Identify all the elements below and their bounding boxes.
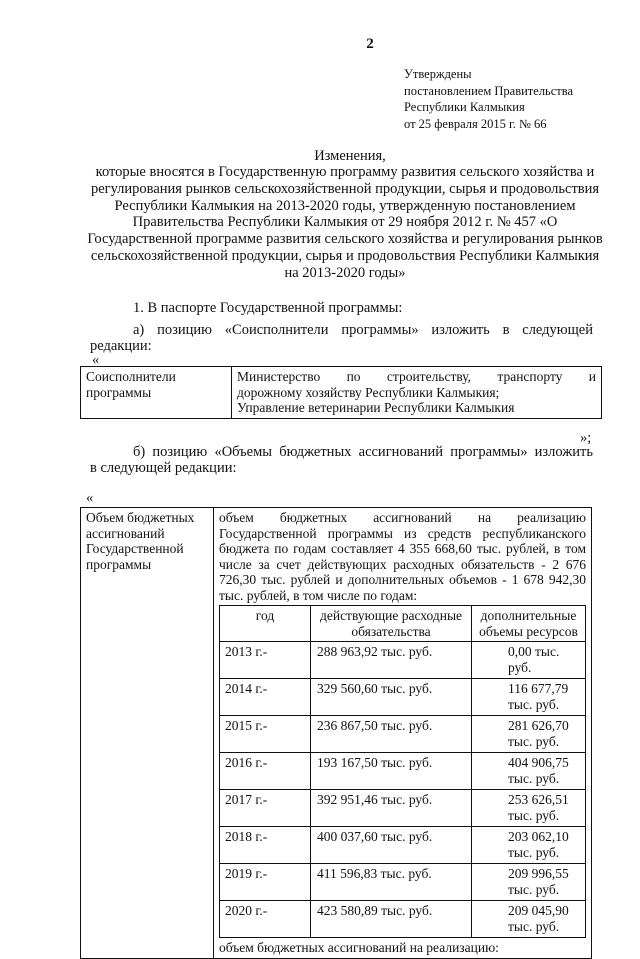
cell-current: 193 167,50 тыс. руб.	[311, 753, 472, 790]
table-row	[220, 716, 586, 753]
item-a-line1: а) позицию «Соисполнители программы» изложить в следующей	[133, 322, 593, 338]
table2-value	[214, 508, 592, 959]
cell-additional: 116 677,79 тыс. руб.	[472, 679, 586, 716]
item-b-line2: в следующей редакции:	[90, 460, 237, 476]
cell-additional: 404 906,75 тыс. руб.	[472, 753, 586, 790]
table1-line: Министерство по строительству, транспорту и	[237, 369, 596, 384]
cell-year: 2014 г.-	[220, 679, 311, 716]
quote-open-1: «	[92, 352, 100, 368]
table1-line: Управление ветеринарии Республики Калмыкия	[237, 400, 515, 415]
table-row	[220, 642, 586, 679]
table2-intro: объем бюджетных ассигнований на реализацию Государственной программы из средств республиканского бюджета по годам составляет 4 355 668,60 тыс. рублей, в том числе за счет действующих расходных обязательств - 2 676 726,30 тыс. рублей и дополнительных объемов - 1 678 942,30 тыс. рублей, в том числе по годам:	[219, 510, 586, 603]
cell-year: 2018 г.-	[220, 827, 311, 864]
table-budget	[80, 507, 592, 959]
item-b-line1: б) позицию «Объемы бюджетных ассигнований программы» изложить	[133, 444, 593, 460]
col-current-header: действующие расходные обязательства	[311, 606, 472, 642]
budget-years-table	[219, 605, 586, 938]
cell-current: 288 963,92 тыс. руб.	[311, 642, 472, 679]
cell-year: 2019 г.-	[220, 864, 311, 901]
item-a-line2: редакции:	[90, 338, 152, 354]
table-row	[220, 901, 586, 938]
col-year-header: год	[220, 606, 311, 642]
cell-year: 2020 г.-	[220, 901, 311, 938]
table-row	[220, 864, 586, 901]
table-row	[220, 827, 586, 864]
approval-line: Республики Калмыкия	[404, 100, 525, 114]
table1-value	[232, 367, 602, 419]
cell-year: 2017 г.-	[220, 790, 311, 827]
cell-year: 2015 г.-	[220, 716, 311, 753]
cell-additional: 253 626,51 тыс. руб.	[472, 790, 586, 827]
cell-additional: 203 062,10 тыс. руб.	[472, 827, 586, 864]
page-number: 2	[366, 36, 374, 52]
cell-current: 423 580,89 тыс. руб.	[311, 901, 472, 938]
cell-additional: 0,00 тыс. руб.	[472, 642, 586, 679]
years-header-row	[220, 606, 586, 642]
document-title: которые вносятся в Государственную программу развития сельского хозяйства и регулирования рынков сельскохозяйственной продукции, сырья и продовольствия Республики Калмыкия на 2013-2020 годы, утвержденную постановлением Правительства Республики Калмыкия от 29 ноября 2012 г. № 457 «О Государственной программе развития сельского хозяйства и регулирования рынков сельскохозяйственной продукции, сырья и продовольствия Республики Калмыкия на 2013-2020 годы»	[87, 164, 603, 281]
approval-line: от 25 февраля 2015 г. № 66	[404, 116, 547, 131]
cell-additional: 209 996,55 тыс. руб.	[472, 864, 586, 901]
table1-label: Соисполнители программы	[81, 367, 232, 419]
col-additional-header: дополнительные объемы ресурсов	[472, 606, 586, 642]
cell-additional: 209 045,90 тыс. руб.	[472, 901, 586, 938]
cell-additional: 281 626,70 тыс. руб.	[472, 716, 586, 753]
cell-current: 329 560,60 тыс. руб.	[311, 679, 472, 716]
quote-open-2: «	[86, 490, 94, 506]
cell-year: 2016 г.-	[220, 753, 311, 790]
table1-line: дорожному хозяйству Республики Калмыкия;	[237, 384, 500, 400]
section-1-heading: 1. В паспорте Государственной программы:	[133, 300, 403, 316]
approval-line: Утверждены	[404, 67, 472, 81]
approval-line: постановлением Правительства	[404, 83, 574, 98]
table2-label: Объем бюджетных ассигнований Государственной программы	[81, 508, 214, 959]
quote-close-1: »;	[580, 430, 592, 446]
cell-current: 236 867,50 тыс. руб.	[311, 716, 472, 753]
document-heading: Изменения,	[314, 148, 386, 164]
table-coexecutors	[80, 366, 602, 419]
cell-current: 392 951,46 тыс. руб.	[311, 790, 472, 827]
table2-footer: объем бюджетных ассигнований на реализацию:	[219, 940, 499, 955]
cell-current: 411 596,83 тыс. руб.	[311, 864, 472, 901]
table-row	[220, 679, 586, 716]
cell-current: 400 037,60 тыс. руб.	[311, 827, 472, 864]
cell-year: 2013 г.-	[220, 642, 311, 679]
approval-stamp	[404, 66, 573, 132]
table-row	[220, 790, 586, 827]
table-row	[220, 753, 586, 790]
